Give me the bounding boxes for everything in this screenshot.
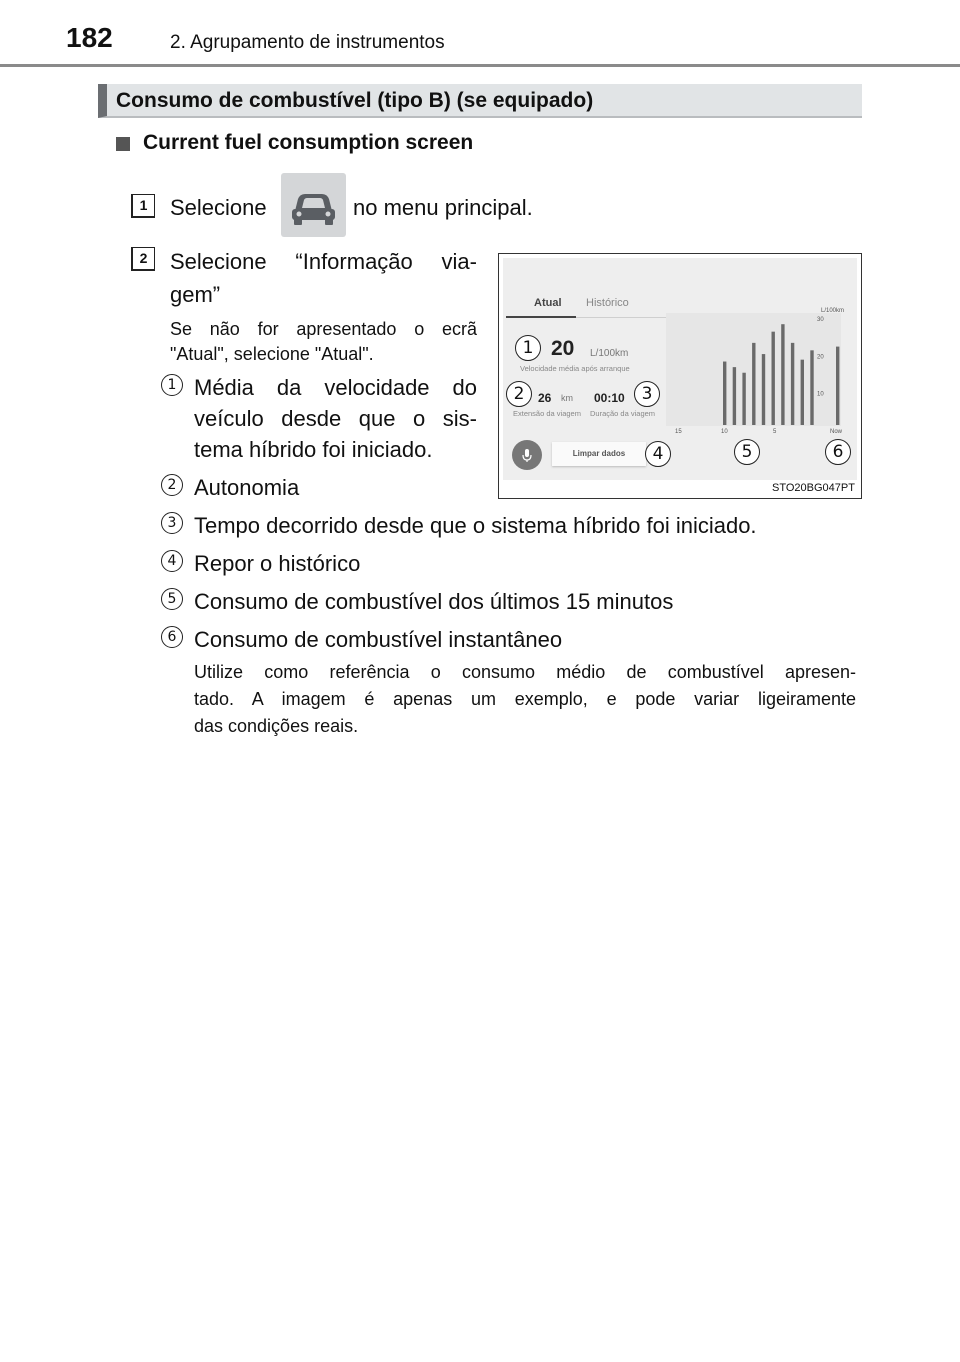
callout-5-text: Consumo de combustível dos últimos 15 minutos <box>194 589 674 614</box>
average-value: 20 <box>551 337 575 360</box>
callout-2-text: Autonomia <box>194 475 300 500</box>
history-bar <box>772 332 775 425</box>
section-title: Consumo de combustível (tipo B) (se equipado) <box>116 89 594 112</box>
history-bar <box>810 350 813 425</box>
step-2-text-line1: Selecione “Informação via- <box>170 249 477 274</box>
step-2-note-line1: Se não for apresentado o ecrã <box>170 319 477 339</box>
car-menu-icon <box>281 173 346 237</box>
page-number: 182 <box>66 22 113 53</box>
note-line1: Utilize como referência o consumo médio de combustível apresen- <box>194 662 856 682</box>
range-unit: km <box>561 393 573 403</box>
history-bar <box>762 354 765 425</box>
image-code: STO20BG047PT <box>772 482 855 494</box>
step-2-text-line2: gem” <box>170 282 221 307</box>
callout-number-3: 3 <box>161 512 183 534</box>
average-unit: L/100km <box>590 348 629 359</box>
tab-historico[interactable]: Histórico <box>586 297 629 309</box>
callout-number-4: 4 <box>161 550 183 572</box>
subsection-title: Current fuel consumption screen <box>143 131 474 154</box>
history-bar <box>801 360 804 425</box>
history-bar <box>791 343 794 425</box>
x-tick-label: 5 <box>773 429 777 435</box>
step-1-text-before: Selecione <box>170 195 267 220</box>
history-bar <box>781 324 784 425</box>
step-number-2: 2 <box>131 247 155 271</box>
instant-bar <box>836 347 839 425</box>
time-value: 00:10 <box>594 391 625 405</box>
chart-unit-label: L/100km <box>821 308 845 314</box>
history-bar <box>723 362 726 425</box>
x-tick-label: Now <box>830 429 843 435</box>
y-tick-label: 30 <box>817 317 824 323</box>
step-number-1: 1 <box>131 194 155 218</box>
y-tick-label: 10 <box>817 391 824 398</box>
screen-marker-5: 5 <box>734 439 760 465</box>
callout-1-line3: tema híbrido foi iniciado. <box>194 437 433 462</box>
screen-marker-2: 2 <box>506 381 532 407</box>
screen-marker-4: 4 <box>645 441 671 467</box>
subsection-bullet-icon <box>116 137 130 151</box>
history-bar <box>742 373 745 425</box>
callout-number-6: 6 <box>161 626 183 648</box>
note-line2: tado. A imagem é apenas um exemplo, e pode variar ligeiramente <box>194 689 856 709</box>
tab-atual[interactable]: Atual <box>534 297 562 309</box>
callout-number-5: 5 <box>161 588 183 610</box>
x-tick-label: 15 <box>675 429 682 435</box>
screen-marker-1: 1 <box>515 335 541 361</box>
car-icon <box>281 173 346 237</box>
step-2-note-line2: "Atual", selecione "Atual". <box>170 344 374 364</box>
note-line3: das condições reais. <box>194 716 359 736</box>
y-tick-label: 20 <box>817 354 824 361</box>
fuel-consumption-chart <box>503 258 857 480</box>
callout-4-text: Repor o histórico <box>194 551 361 576</box>
screen-marker-3: 3 <box>634 381 660 407</box>
header-divider <box>0 64 960 67</box>
range-value: 26 <box>538 391 552 405</box>
callout-3-text: Tempo decorrido desde que o sistema híbrido foi iniciado. <box>194 513 757 538</box>
callout-number-1: 1 <box>161 374 183 396</box>
clear-data-button[interactable]: Limpar dados <box>552 442 646 466</box>
history-bar <box>752 343 755 425</box>
x-tick-label: 10 <box>721 429 728 435</box>
range-caption: Extensão da viagem <box>513 409 581 418</box>
callout-1-line1: Média da velocidade do <box>194 375 477 400</box>
average-caption: Velocidade média após arranque <box>520 364 630 373</box>
time-caption: Duração da viagem <box>590 409 656 418</box>
chapter-title: 2. Agrupamento de instrumentos <box>170 32 445 53</box>
screen-marker-6: 6 <box>825 439 851 465</box>
step-1-text-after: no menu principal. <box>353 195 533 220</box>
callout-1-line2: veículo desde que o sis- <box>194 406 477 431</box>
history-bar <box>733 367 736 425</box>
callout-6-text: Consumo de combustível instantâneo <box>194 627 563 652</box>
callout-number-2: 2 <box>161 474 183 496</box>
